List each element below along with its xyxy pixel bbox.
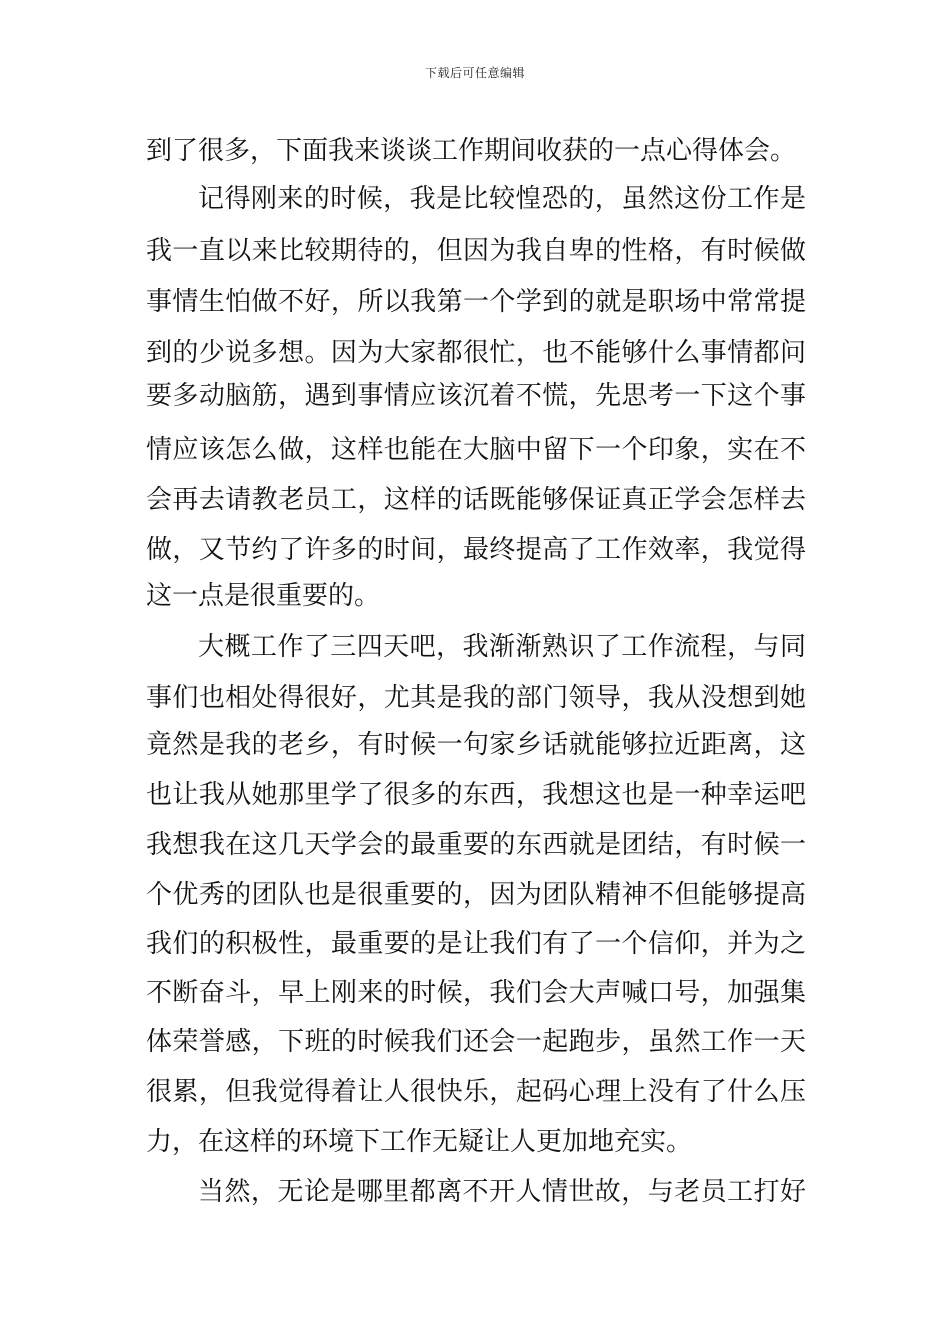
text-line: 很累，但我觉得着让人很快乐，起码心理上没有了什么压 <box>146 1077 806 1107</box>
text-line: 事们也相处得很好，尤其是我的部门领导，我从没想到她 <box>146 683 806 713</box>
text-line: 大概工作了三四天吧，我渐渐熟识了工作流程，与同 <box>198 632 806 662</box>
text-line: 这一点是很重要的。 <box>146 581 381 611</box>
text-line: 我想我在这几天学会的最重要的东西就是团结，有时候一 <box>146 830 806 860</box>
text-line: 到了很多，下面我来谈谈工作期间收获的一点心得体会。 <box>146 136 797 166</box>
text-line: 体荣誉感，下班的时候我们还会一起跑步，虽然工作一天 <box>146 1027 806 1057</box>
text-line: 我们的积极性，最重要的是让我们有了一个信仰，并为之 <box>146 929 806 959</box>
text-line: 会再去请教老员工，这样的话既能够保证真正学会怎样去 <box>146 485 806 515</box>
text-line: 我一直以来比较期待的，但因为我自卑的性格，有时候做 <box>146 236 806 266</box>
text-line: 到的少说多想。因为大家都很忙，也不能够什么事情都问 <box>146 338 806 368</box>
text-line: 竟然是我的老乡，有时候一句家乡话就能够拉近距离，这 <box>146 730 806 760</box>
text-line: 记得刚来的时候，我是比较惶恐的，虽然这份工作是 <box>198 184 806 214</box>
text-line: 做，又节约了许多的时间，最终提高了工作效率，我觉得 <box>146 535 806 565</box>
text-line: 当然，无论是哪里都离不开人情世故，与老员工打好 <box>198 1177 806 1207</box>
text-line: 个优秀的团队也是很重要的，因为团队精神不但能够提高 <box>146 880 806 910</box>
text-line: 情应该怎么做，这样也能在大脑中留下一个印象，实在不 <box>146 435 806 465</box>
text-line: 不断奋斗，早上刚来的时候，我们会大声喊口号，加强集 <box>146 978 806 1008</box>
text-line: 事情生怕做不好，所以我第一个学到的就是职场中常常提 <box>146 287 806 317</box>
text-line: 要多动脑筋，遇到事情应该沉着不慌，先思考一下这个事 <box>146 381 806 411</box>
page-header: 下载后可任意编辑 <box>424 66 525 80</box>
text-line: 力，在这样的环境下工作无疑让人更加地充实。 <box>146 1127 693 1157</box>
text-line: 也让我从她那里学了很多的东西，我想这也是一种幸运吧 <box>146 780 806 810</box>
